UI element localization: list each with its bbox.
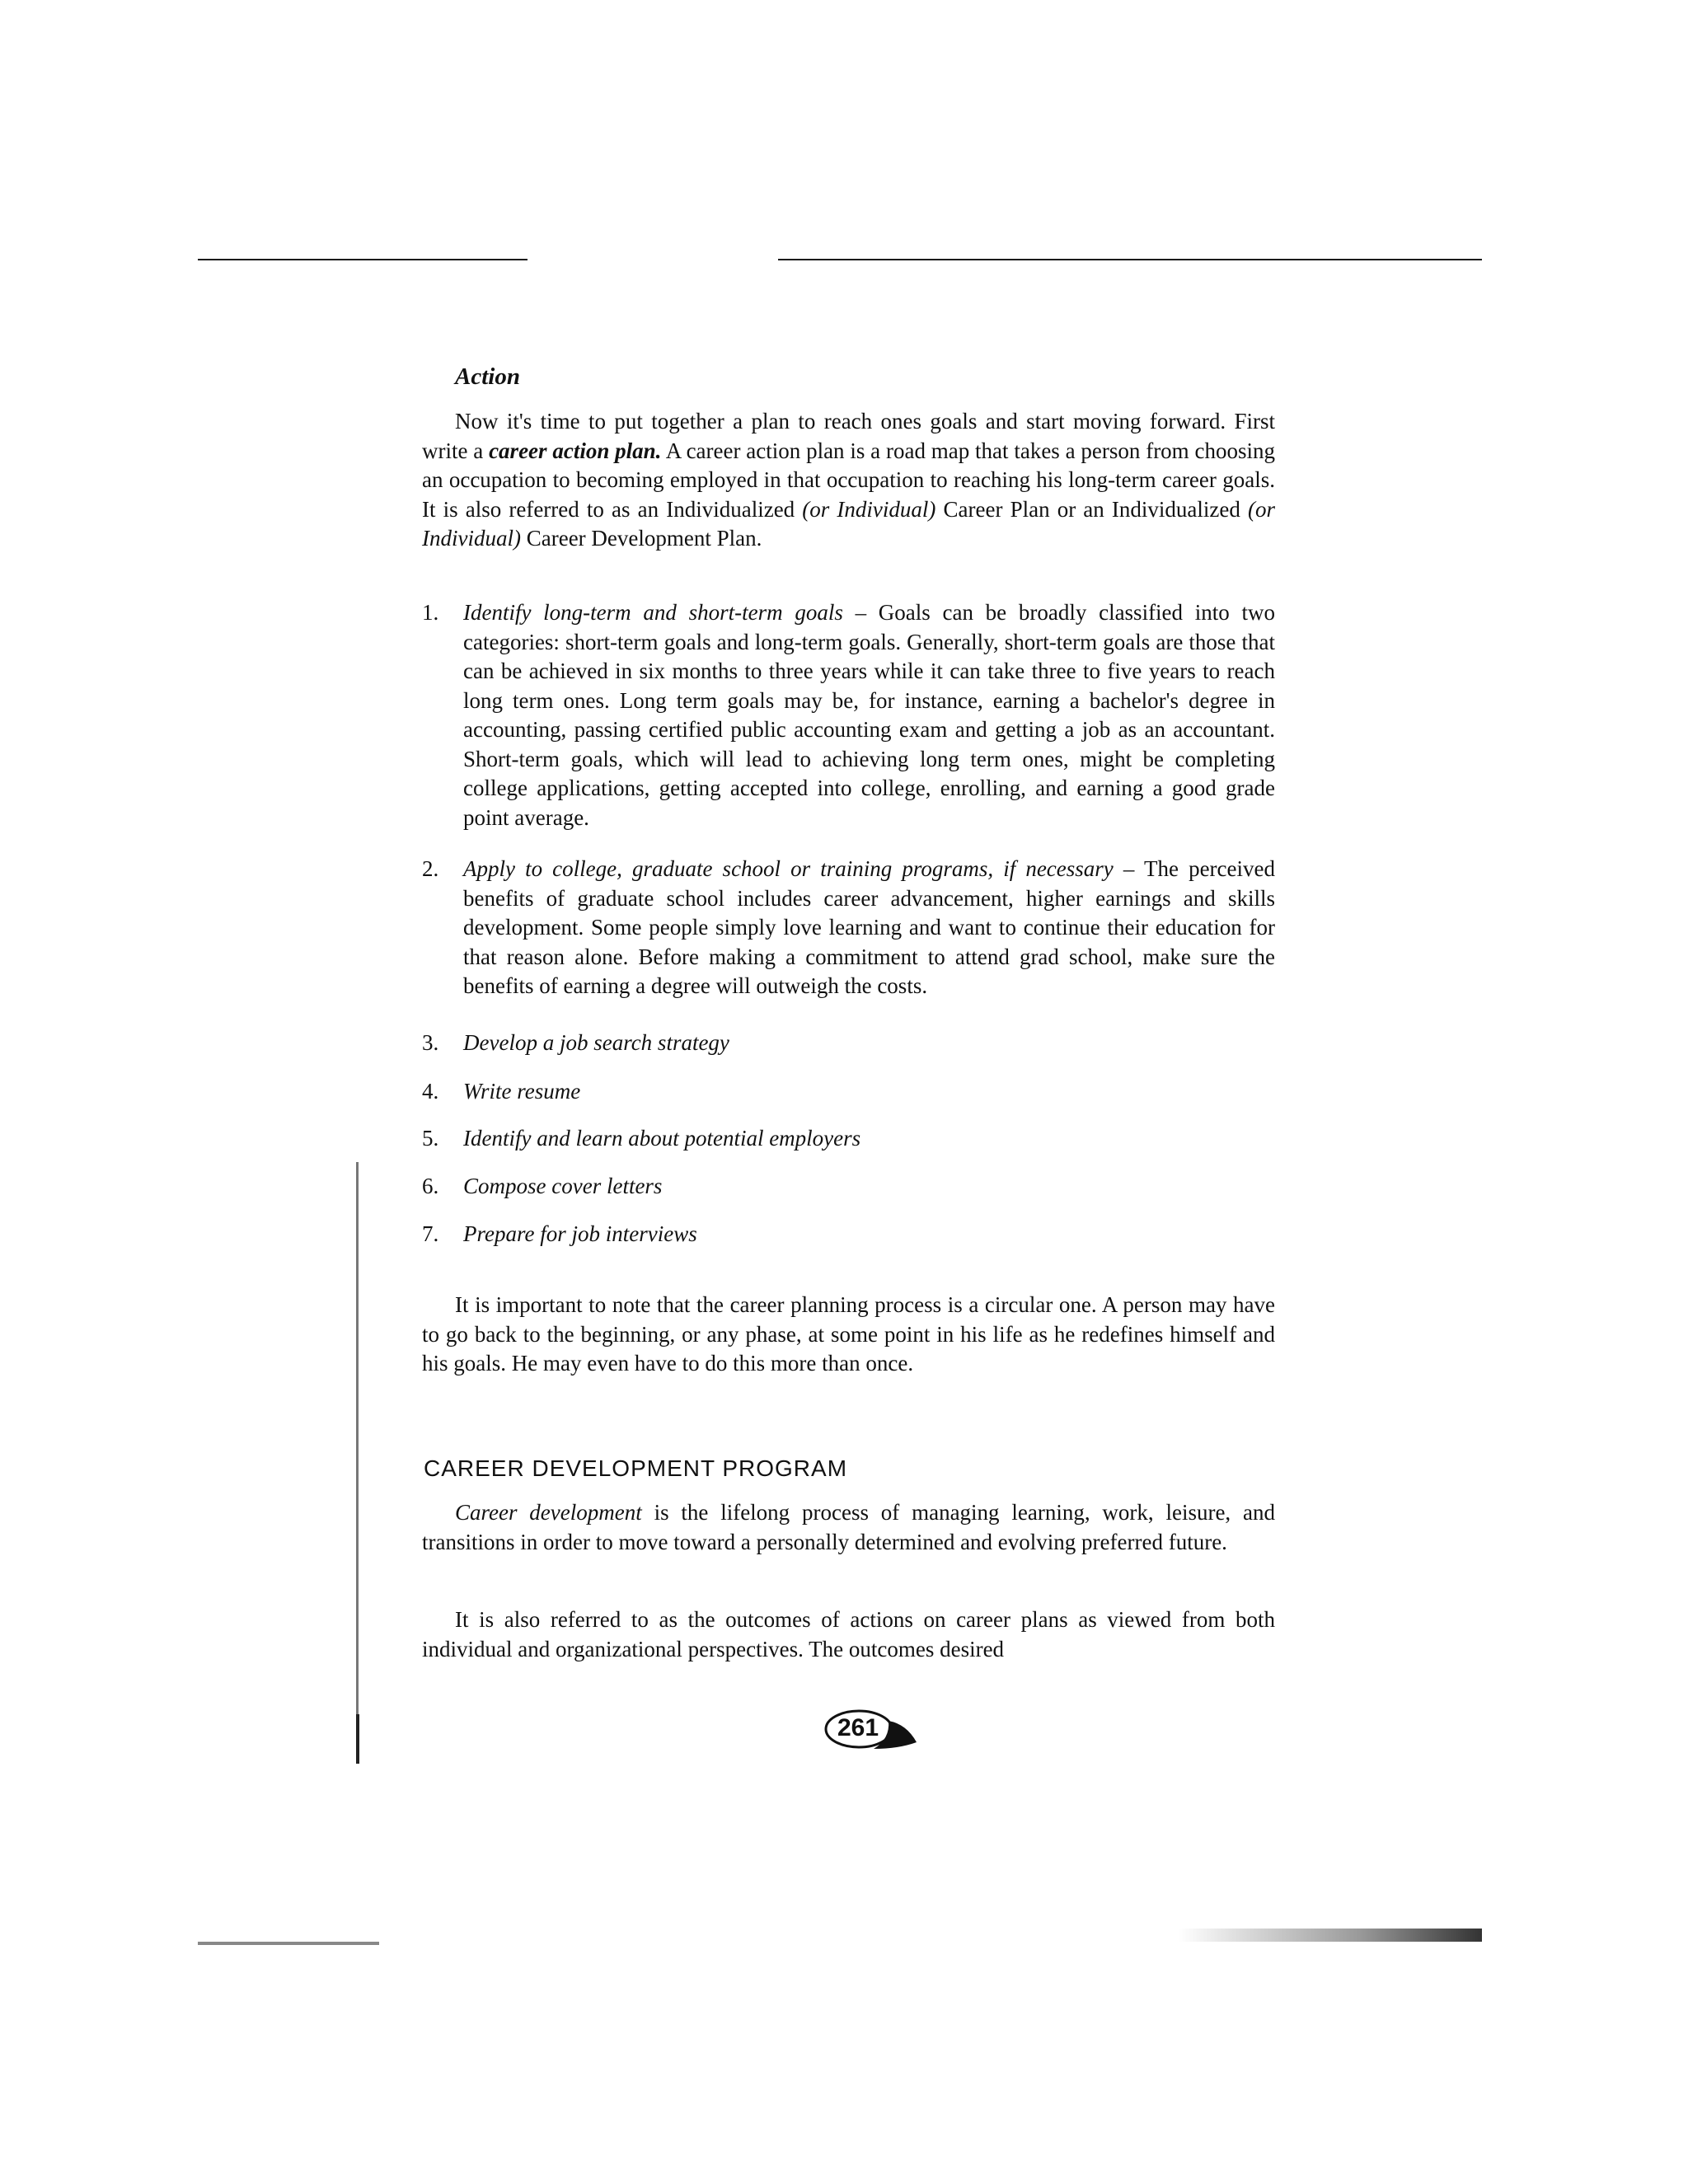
list-number: 4. bbox=[422, 1079, 439, 1104]
intro-after-term: A career action plan is a road map that takes a person from choosing an occupation to becoming employed in that occupation to reaching his long-term career goals. It is also referred to as an Individualized bbox=[422, 438, 1275, 522]
section-heading: CAREER DEVELOPMENT PROGRAM bbox=[424, 1455, 848, 1481]
list-item bbox=[422, 1124, 1275, 1154]
outcomes-paragraph bbox=[422, 1605, 1275, 1664]
list-item bbox=[422, 855, 1275, 1001]
list-item bbox=[422, 1077, 1275, 1107]
circular-note-paragraph bbox=[422, 1291, 1275, 1379]
outcomes-text: It is also referred to as the outcomes of actions on career plans as viewed from both individual and organizational perspectives. The outcomes desired bbox=[422, 1607, 1275, 1661]
scan-corner-smudge-right bbox=[1179, 1929, 1482, 1942]
list-number: 2. bbox=[422, 856, 439, 881]
heading-action: Action bbox=[455, 363, 520, 390]
intro-paragraph bbox=[422, 407, 1275, 554]
list-item bbox=[422, 1172, 1275, 1202]
scan-corner-smudge-left bbox=[198, 1942, 379, 1945]
intro-mid: Career Plan or an Individualized bbox=[935, 496, 1248, 522]
intro-alt1: (or Individual) bbox=[802, 496, 936, 522]
header-rule-left bbox=[198, 259, 528, 260]
list-title: Identify and learn about potential employers bbox=[463, 1126, 861, 1151]
page-number: 261 bbox=[837, 1714, 879, 1741]
list-number: 3. bbox=[422, 1030, 439, 1055]
scan-edge-mark bbox=[356, 1162, 359, 1747]
list-text: – Goals can be broadly classified into two categories: short-term goals and long-term goals. Generally, short-term goals are those that can be achieved in six months to three years while it can take three to five years to reach long term ones. Long term goals may be, for instance, earning a bachelor's degree in accounting, passing certified public accounting exam and getting a job as an accountant. Short-term goals, which will lead to achieving long term ones, might be completing college applications, getting accepted into college, enrolling, and earning a good grade point average. bbox=[463, 600, 1275, 830]
intro-term: career action plan. bbox=[489, 438, 662, 463]
list-title: Develop a job search strategy bbox=[463, 1030, 729, 1055]
career-development-term: Career development bbox=[455, 1500, 642, 1525]
list-title: Identify long-term and short-term goals bbox=[463, 600, 843, 625]
scan-edge-mark bbox=[356, 1714, 359, 1764]
header-rule-right bbox=[778, 259, 1482, 260]
career-development-paragraph bbox=[422, 1498, 1275, 1557]
list-text: – The perceived benefits of graduate school includes career advancement, higher earnings and skills development. Some people simply love learning and want to continue their education for that reason alone. Before making a commitment to attend grad school, make sure the benefits of earning a degree will outweigh the costs. bbox=[463, 856, 1276, 998]
list-title: Apply to college, graduate school or training programs, if necessary bbox=[463, 856, 1114, 881]
circular-note: It is important to note that the career planning process is a circular one. A person may have to go back to the beginning, or any phase, at some point in his life as he redefines himself and his goals. He may even have to do this more than once. bbox=[422, 1292, 1275, 1376]
list-number: 5. bbox=[422, 1126, 439, 1151]
list-item bbox=[422, 598, 1275, 832]
list-item bbox=[422, 1029, 1275, 1058]
list-item bbox=[422, 1220, 1275, 1249]
list-title: Write resume bbox=[463, 1079, 581, 1104]
list-number: 7. bbox=[422, 1221, 439, 1246]
list-number: 1. bbox=[422, 600, 439, 625]
intro-end: Career Development Plan. bbox=[520, 526, 762, 551]
career-development-text: is the lifelong process of managing learning, work, leisure, and transitions in order to move toward a personally determined and evolving preferred future. bbox=[422, 1500, 1275, 1554]
page-number-badge bbox=[816, 1706, 923, 1754]
intro-alt2: (or Individual) bbox=[422, 496, 1275, 551]
list-title: Prepare for job interviews bbox=[463, 1221, 697, 1246]
list-title: Compose cover letters bbox=[463, 1174, 663, 1198]
list-number: 6. bbox=[422, 1174, 439, 1198]
intro-lead: Now it's time to put together a plan to reach ones goals and start moving forward. First write a bbox=[422, 409, 1275, 463]
